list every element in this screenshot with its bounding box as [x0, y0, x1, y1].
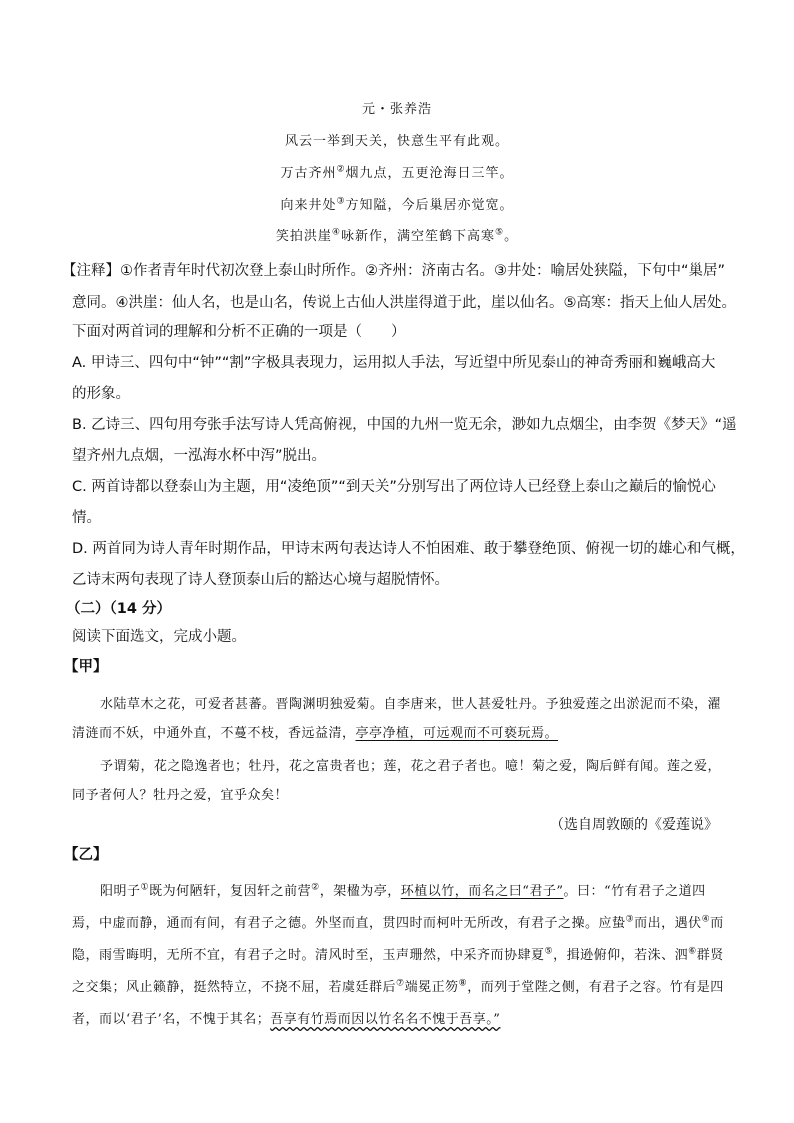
poem-line-3: 向来井处③方知隘，今后巢居亦觉宽。 — [280, 196, 514, 213]
passage-jia-source: （选自周敦颐的《爱莲说》 — [550, 817, 718, 833]
underlined-sentence: 亭亭净植，可远观而不可亵玩焉。 — [355, 726, 559, 741]
underlined-phrase: 环植以竹，而名之曰“君子” — [400, 884, 564, 899]
notes-line-1: 【注释】①作者青年时代初次登上泰山时所作。②齐州：济南古名。③井处：喻居处狭隘，下句中“巢居” — [62, 263, 726, 279]
poem-line-2: 万古齐州②烟九点，五更沧海日三竿。 — [280, 164, 514, 181]
option-a-line-2: 的形象。 — [72, 386, 130, 402]
poem-author: 元・张养浩 — [361, 102, 432, 117]
poem-line-1: 风云一举到天关，快意生平有此观。 — [284, 134, 509, 149]
option-c-line-1: C. 两首诗都以登泰山为主题，用“凌绝顶”“到天关”分别写出了两位诗人已经登上泰山之巅后的愉悦心 — [72, 479, 716, 495]
passage-jia-paragraph-1: 水陆草木之花，可爱者甚蕃。晋陶渊明独爱菊。自李唐来，世人甚爱牡丹。予独爱莲之出淤泥而不染，濯清涟而不妖，中通外直，不蔓不枝，香远益清，亭亭净植，可远观而不可亵玩焉。 — [72, 697, 722, 741]
passage-jia-paragraph-2: 予谓菊，花之隐逸者也；牡丹，花之富贵者也；莲，花之君子者也。噫！菊之爱，陶后鲜有闻。莲之爱，同予者何人？牡丹之爱，宜乎众矣！ — [72, 759, 722, 803]
section-heading: （二）（14 分） — [66, 601, 171, 617]
option-a-line-1: A. 甲诗三、四句中“钟”“割”字极具表现力，运用拟人手法，写近望中所见泰山的神奇秀丽和巍峨高大 — [72, 355, 716, 371]
option-c-line-2: 情。 — [72, 510, 101, 526]
option-d-line-1: D. 两首同为诗人青年时期作品，甲诗末两句表达诗人不怕困难、敢于攀登绝顶、俯视一切的雄心和气概， — [72, 541, 745, 557]
section-instruction: 阅读下面选文，完成小题。 — [72, 629, 246, 645]
passage-yi-paragraph: 阳明子①既为何陋轩，复因轩之前营②，架楹为亭，环植以竹，而名之曰“君子”。曰：“竹有君子之道四焉，中虚而静，通而有间，有君子之德。外坚而直，贯四时而柯叶无所改，有君子之操。应蛰③而出，遇伏④而隐，雨雪晦明，无所不宜，有君子之时。清风时至，玉声珊然，中采齐而协肆夏⑤，揖逊俯仰，若洙、泗⑥群贤之交集；风止籁静，挺然特立，不挠不屈，若虞廷群后⑦端冕正笏⑧，而列于堂陛之侧，有君子之容。竹有是四者，而以‘君子’名，不愧于其名；吾享有竹焉而因以竹名名不愧于吾享。” — [72, 882, 724, 1027]
option-b-line-2: 望齐州九点烟，一泓海水杯中泻”脱出。 — [72, 448, 327, 464]
passage-yi-label: 【乙】 — [64, 847, 108, 863]
option-b-line-1: B. 乙诗三、四句用夸张手法写诗人凭高俯视，中国的九州一览无余，渺如九点烟尘，由李贺《梦天》“遥 — [72, 417, 737, 433]
notes-line-2: 意同。④洪崖：仙人名，也是山名，传说上古仙人洪崖得道于此，崖以仙名。⑤高寒：指天上仙人居处。 — [72, 295, 736, 311]
passage-jia-label: 【甲】 — [64, 659, 108, 675]
option-d-line-2: 乙诗末两句表现了诗人登顶泰山后的豁达心境与超脱情怀。 — [72, 572, 449, 588]
question-stem: 下面对两首词的理解和分析不正确的一项是（ ） — [72, 324, 406, 340]
poem-line-4: 笑拍洪崖④咏新作，满空笙鹤下高寒⑤。 — [275, 227, 519, 244]
wavy-underlined-sentence: 吾享有竹焉而因以竹名名不愧于吾享。” — [270, 1012, 501, 1027]
